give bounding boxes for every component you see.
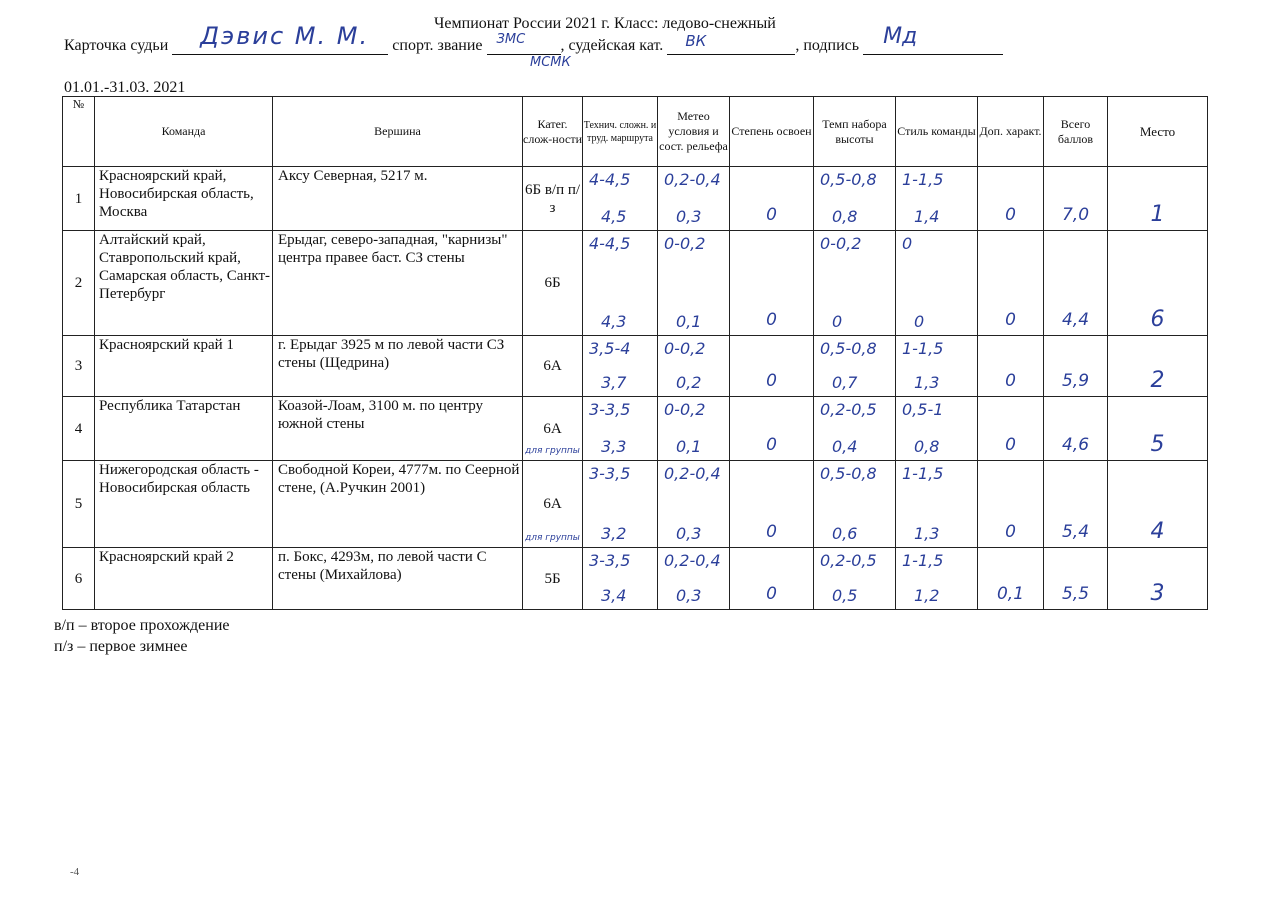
extra-cell [978,548,1044,610]
extra-cell [978,461,1044,548]
team-cell: Нижегородская область - Новосибирская область [95,461,273,548]
col-header-place: Место [1108,97,1208,167]
category-value: 6Б в/п п/з [524,181,581,216]
signature-value: Мд [883,24,918,49]
row-number: 6 [63,548,95,610]
pace-cell [814,231,896,336]
place-cell [1108,397,1208,461]
mastery-score: 0 [766,205,777,225]
row-number: 5 [63,461,95,548]
pace-score: 0,7 [832,373,858,392]
style-cell [896,167,978,231]
rank-value: ЗМС [496,32,526,47]
signature-field [863,24,1003,55]
place-cell [1108,167,1208,231]
peak-cell: Коазой-Лоам, 3100 м. по центру южной стены [273,397,523,461]
place-value: 2 [1150,368,1165,393]
mastery-score: 0 [766,584,777,604]
style-range: 1-1,5 [902,339,944,358]
total-cell [1044,461,1108,548]
rank-field [487,32,561,55]
mastery-cell [730,167,814,231]
place-cell [1108,336,1208,397]
peak-cell: Свободной Кореи, 4777м. по Сеерной стене, (А.Ручкин 2001) [273,461,523,548]
style-cell [896,397,978,461]
extra-score: 0 [1005,205,1016,225]
pace-range: 0,2-0,5 [820,551,877,570]
category-value: 5Б [544,570,561,587]
row-number: 3 [63,336,95,397]
total-cell [1044,167,1108,231]
meteo-score: 0,2 [676,373,702,392]
meteo-score: 0,3 [676,207,702,226]
meteo-range: 0-0,2 [664,339,706,358]
total-cell [1044,548,1108,610]
category-cell [523,167,583,231]
place-value: 4 [1150,519,1165,544]
team-cell: Красноярский край, Новосибирская область, Москва [95,167,273,231]
col-header-meteo: Метео условия и сост. рельефа [658,97,730,167]
extra-cell [978,231,1044,336]
extra-score: 0,1 [996,584,1025,604]
row-number: 1 [63,167,95,231]
col-header-peak: Вершина [273,97,523,167]
col-header-pace: Темп набора высоты [814,97,896,167]
place-cell [1108,231,1208,336]
category-cell [523,397,583,461]
tech-cell [583,548,658,610]
meteo-score: 0,3 [676,586,702,605]
col-header-extra: Доп. характ. [978,97,1044,167]
pace-score: 0,4 [832,437,858,456]
footnotes [54,615,229,657]
total-score: 5,5 [1061,584,1090,604]
col-header-total: Всего баллов [1044,97,1108,167]
col-header-mastery: Степень освоен [730,97,814,167]
mastery-cell [730,461,814,548]
total-score: 5,4 [1061,522,1090,542]
mastery-cell [730,397,814,461]
rank-value-second: МСМК [530,55,571,70]
category-value: 6А [543,496,562,512]
category-note: для группы [525,533,580,543]
mastery-score: 0 [766,371,777,391]
style-score: 1,2 [914,586,940,605]
style-score: 1,4 [914,207,940,226]
category-value: 6А [543,358,562,374]
tech-range: 4-4,5 [589,234,631,253]
table-row [63,231,1208,336]
table-row [63,397,1208,461]
style-range: 1-1,5 [902,551,944,570]
meteo-range: 0-0,2 [664,400,706,419]
style-cell [896,548,978,610]
document-title: Чемпионат России 2021 г. Класс: ледово-снежный [434,15,776,32]
pace-range: 0,5-0,8 [820,339,877,358]
style-range: 1-1,5 [902,170,944,189]
category-cell [523,336,583,397]
pace-range: 0,5-0,8 [820,464,877,483]
extra-cell [978,336,1044,397]
meteo-cell [658,461,730,548]
category-cell [523,231,583,336]
pace-cell [814,548,896,610]
team-cell: Красноярский край 2 [95,548,273,610]
tech-cell [583,336,658,397]
extra-score: 0 [1005,310,1016,330]
meteo-range: 0-0,2 [664,234,706,253]
meteo-cell [658,336,730,397]
pace-range: 0,5-0,8 [820,170,877,189]
team-cell: Республика Татарстан [95,397,273,461]
meteo-score: 0,3 [676,524,702,543]
pace-score: 0 [832,312,843,331]
mastery-score: 0 [766,522,777,542]
mastery-cell [730,548,814,610]
style-score: 0,8 [914,437,940,456]
category-value: 6А [543,420,562,437]
judge-label: Карточка судьи [64,37,169,54]
category-label: , судейская кат. [560,37,664,54]
judge-name-field [172,22,388,55]
tech-range: 3,5-4 [589,339,631,358]
tech-cell [583,167,658,231]
tech-range: 3-3,5 [589,551,631,570]
peak-cell: Ерыдаг, северо-западная, "карнизы" центра правее баст. СЗ стены [273,231,523,336]
team-cell: Алтайский край, Ставропольский край, Самарская область, Санкт-Петербург [95,231,273,336]
table-row [63,167,1208,231]
pace-range: 0-0,2 [820,234,862,253]
meteo-cell [658,397,730,461]
place-cell [1108,461,1208,548]
place-value: 5 [1150,432,1165,457]
style-cell [896,336,978,397]
place-value: 1 [1150,202,1165,227]
tech-score: 3,4 [601,586,627,605]
col-header-num: № [63,97,95,167]
extra-cell [978,397,1044,461]
tech-range: 3-3,5 [589,464,631,483]
total-score: 7,0 [1061,205,1090,225]
pace-cell [814,461,896,548]
style-range: 0,5-1 [902,400,944,419]
table-header-row [63,97,1208,167]
place-cell [1108,548,1208,610]
style-range: 1-1,5 [902,464,944,483]
col-header-style: Стиль команды [896,97,978,167]
tech-cell [583,461,658,548]
score-table [62,96,1208,610]
table-row [63,336,1208,397]
place-value: 3 [1150,581,1165,606]
col-header-tech: Технич. сложн. и труд. маршрута [583,97,658,167]
total-score: 4,6 [1061,435,1090,455]
judge-category-field [667,32,795,55]
meteo-range: 0,2-0,4 [664,464,721,483]
table-row [63,548,1208,610]
style-score: 0 [914,312,925,331]
peak-cell: п. Бокс, 4293м, по левой части С стены (Михайлова) [273,548,523,610]
tech-score: 3,3 [601,437,627,456]
category-value: 6Б [544,275,561,291]
category-note: для группы [525,446,580,456]
pace-score: 0,6 [832,524,858,543]
corner-mark: -4 [70,866,80,878]
total-cell [1044,397,1108,461]
period-label: 01.01.-31.03. 2021 [64,79,186,96]
total-cell [1044,336,1108,397]
tech-range: 4-4,5 [589,170,631,189]
tech-score: 3,2 [601,524,627,543]
style-cell [896,461,978,548]
judge-name: Дэвис М. М. [200,22,370,50]
total-cell [1044,231,1108,336]
tech-cell [583,397,658,461]
style-range: 0 [902,234,913,253]
extra-score: 0 [1005,371,1016,391]
meteo-cell [658,548,730,610]
col-header-category: Катег. слож-ности [523,97,583,167]
style-score: 1,3 [914,524,940,543]
total-score: 5,9 [1061,371,1090,391]
category-cell [523,548,583,610]
tech-range: 3-3,5 [589,400,631,419]
place-value: 6 [1150,307,1165,332]
footnote: п/з – первое зимнее [54,638,188,655]
mastery-score: 0 [766,310,777,330]
mastery-cell [730,231,814,336]
meteo-score: 0,1 [676,312,702,331]
judge-category-value: ВК [685,32,707,50]
footnote: в/п – второе прохождение [54,617,230,634]
meteo-score: 0,1 [676,437,702,456]
style-score: 1,3 [914,373,940,392]
mastery-cell [730,336,814,397]
tech-score: 3,7 [601,373,627,392]
meteo-range: 0,2-0,4 [664,170,721,189]
extra-cell [978,167,1044,231]
col-header-team: Команда [95,97,273,167]
pace-cell [814,397,896,461]
row-number: 2 [63,231,95,336]
pace-range: 0,2-0,5 [820,400,877,419]
pace-score: 0,5 [832,586,858,605]
total-score: 4,4 [1061,310,1090,330]
tech-score: 4,3 [601,312,627,331]
peak-cell: Аксу Северная, 5217 м. [273,167,523,231]
row-number: 4 [63,397,95,461]
peak-cell: г. Ерыдаг 3925 м по левой части СЗ стены (Щедрина) [273,336,523,397]
meteo-cell [658,231,730,336]
rank-label: спорт. звание [392,37,483,54]
signature-label: , подпись [795,37,860,54]
meteo-range: 0,2-0,4 [664,551,721,570]
style-cell [896,231,978,336]
extra-score: 0 [1005,522,1016,542]
table-row [63,461,1208,548]
team-cell: Красноярский край 1 [95,336,273,397]
tech-cell [583,231,658,336]
category-cell [523,461,583,548]
pace-score: 0,8 [832,207,858,226]
mastery-score: 0 [766,435,777,455]
tech-score: 4,5 [601,207,627,226]
pace-cell [814,336,896,397]
pace-cell [814,167,896,231]
meteo-cell [658,167,730,231]
extra-score: 0 [1005,435,1016,455]
